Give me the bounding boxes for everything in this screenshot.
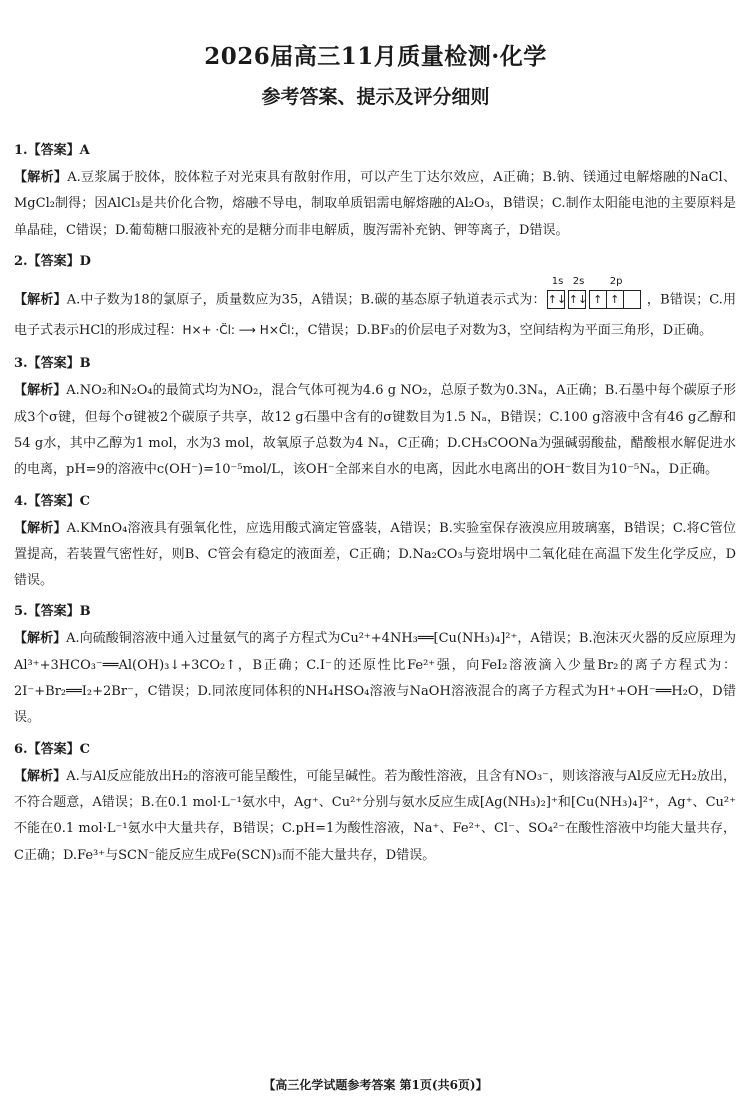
explanation-text: A.向硫酸铜溶液中通入过量氨气的离子方程式为Cu²⁺+4NH₃══[Cu(NH₃)₄]²⁺，A错误；B.泡沫灭火器的反应原理为Al³⁺+3HCO₃⁻══Al(OH)₃↓+3CO₂↑，B正确；C.I⁻的还原性比Fe²⁺强，向FeI₂溶液滴入少量Br₂的离子方程式为：2I⁻+Br₂══I₂+2Br⁻，C错误；D.同浓度同体积的NH₄HSO₄溶液与NaOH溶液混合的离子方程式为H⁺+OH⁻══H₂O，D错误。 (14, 631, 736, 726)
orbital-box: ↑↓ (547, 290, 565, 309)
orbital-box (623, 290, 641, 309)
answer-line: 1.【答案】A (14, 143, 90, 158)
analysis-tag: 【解析】 (14, 520, 67, 536)
explanation (14, 275, 736, 347)
orbital-label-2p: 2p (609, 275, 623, 287)
explanation-text: A.KMnO₄溶液具有强氧化性，应选用酸式滴定管盛装，A错误；B.实验室保存液溴应用玻璃塞，B错误；C.将C管位置提高，若装置气密性好，则B、C管会有稳定的液面差，C正确；D.Na₂CO₃与瓷坩埚中二氧化硅在高温下发生化学反应，D错误。 (14, 520, 736, 589)
question-2 (14, 253, 736, 347)
answer-line: 4.【答案】C (14, 493, 90, 509)
orbital-box: ↑↓ (568, 290, 586, 309)
explanation (14, 516, 736, 595)
answer-line: 2.【答案】D (14, 253, 91, 269)
orbital-label-1s: 1s (551, 275, 564, 287)
question-3 (14, 355, 736, 483)
explanation (14, 378, 736, 483)
explanation-text-a: A.中子数为18的氯原子，质量数应为35，A错误；B.碳的基态原子轨道表示式为： (66, 292, 546, 308)
analysis-tag: 【解析】 (14, 383, 67, 399)
explanation-text: A.NO₂和N₂O₄的最简式均为NO₂，混合气体可视为4.6 g NO₂，总原子数为0.3Nₐ，A正确；B.石墨中每个碳原子形成3个σ键，但每个σ键被2个碳原子共享，故12 g石墨中含有的σ键数目为1.5 Nₐ，B错误；C.100 g溶液中含有46 g乙醇和54 g水，其中乙醇为1 mol，水为3 mol，故氧原子总数为4 Nₐ，C正确；D.CH₃COONa为强碱弱酸盐，醋酸根水解促进水的电离，pH=9的溶液中c(OH⁻)=10⁻⁵mol/L，该OH⁻全部来自水的电离，因此水电离出的OH⁻数目为10⁻⁵Nₐ，D正确。 (14, 383, 736, 478)
answer-content (14, 142, 736, 878)
orbital-label-2s: 2s (572, 275, 585, 287)
explanation-text: A.豆浆属于胶体，胶体粒子对光束具有散射作用，可以产生丁达尔效应，A正确；B.钠、镁通过电解熔融的NaCl、MgCl₂制得；因AlCl₃是共价化合物，熔融不导电，制取单质铝需电解熔融的Al₂O₃，B错误；C.制作太阳能电池的主要原料是单晶硅，C错误；D.葡萄糖口服液补充的是糖分而非电解质，腹泻需补充钠、钾等离子，D错误。 (14, 170, 736, 238)
orbital-diagram (547, 275, 645, 315)
analysis-tag: 【解析】 (14, 292, 67, 308)
orbital-box: ↑ (589, 290, 607, 309)
explanation-text-b: ，B错误；C.用电子式表示HCl的形成过程： (14, 292, 736, 339)
question-5 (14, 603, 736, 731)
explanation (14, 626, 736, 731)
question-4 (14, 493, 736, 595)
explanation-text: A.与Al反应能放出H₂的溶液可能呈酸性，可能呈碱性。若为酸性溶液，且含有NO₃⁻，则该溶液与Al反应无H₂放出，不符合题意，A错误；B.在0.1 mol·L⁻¹氨水中，Ag⁺、Cu²⁺分别与氨水反应生成[Ag(NH₃)₂]⁺和[Cu(NH₃)₄]²⁺，Ag⁺、Cu²⁺不能在0.1 mol·L⁻¹氨水中大量共存，B错误；C.pH=1为酸性溶液，Na⁺、Fe²⁺、Cl⁻、SO₄²⁻在酸性溶液中均能大量共存，C正确；D.Fe³⁺与SCN⁻能反应生成Fe(SCN)₃而不能大量共存，D错误。 (14, 768, 736, 863)
explanation (14, 165, 736, 244)
question-1 (14, 142, 736, 244)
page-title: 2026届高三11月质量检测·化学 (204, 43, 547, 70)
lewis-structure: H×+ ·C̈l: ⟶ H×C̈l: (182, 323, 295, 338)
answer-line: 5.【答案】B (14, 604, 91, 620)
page-subtitle: 参考答案、提示及评分细则 (261, 86, 490, 108)
question-6 (14, 741, 736, 869)
analysis-tag: 【解析】 (14, 768, 67, 784)
analysis-tag: 【解析】 (14, 170, 68, 185)
analysis-tag: 【解析】 (14, 631, 67, 647)
explanation-text-c: ，C错误；D.BF₃的价层电子对数为3，空间结构为平面三角形，D正确。 (294, 323, 713, 339)
page-footer: 【高三化学试题参考答案 第1页(共6页)】 (263, 1078, 488, 1092)
explanation (14, 764, 736, 869)
answer-line: 6.【答案】C (14, 741, 90, 757)
orbital-box: ↑ (606, 290, 624, 309)
answer-line: 3.【答案】B (14, 356, 91, 372)
